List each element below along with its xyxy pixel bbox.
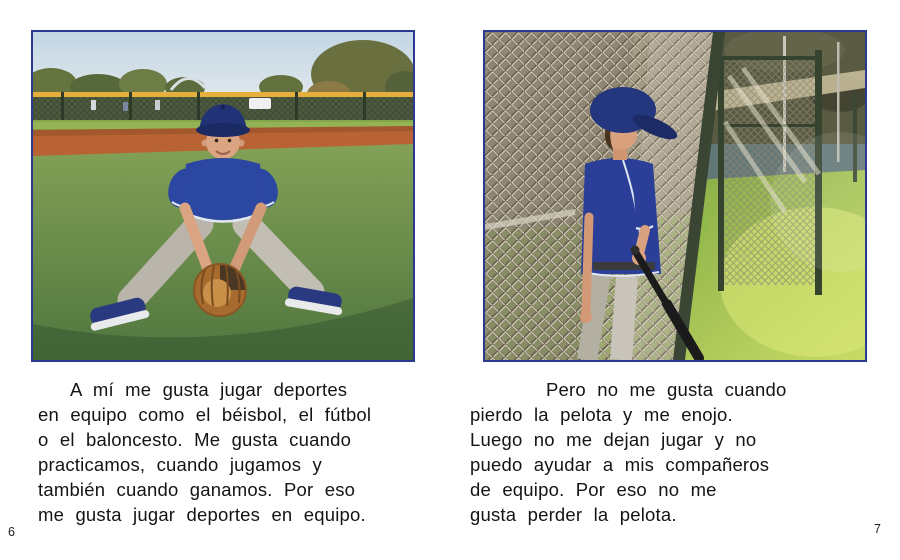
boy-fielding-illustration xyxy=(33,32,413,360)
text-line: puedo ayudar a mis compañeros xyxy=(470,454,770,475)
boy-at-fence-illustration xyxy=(485,32,865,360)
left-page-photo xyxy=(31,30,415,362)
page-number-right: 7 xyxy=(874,522,881,536)
jersey xyxy=(181,158,265,220)
right-page-photo xyxy=(483,30,867,362)
right-page-paragraph xyxy=(470,377,856,527)
text-line: o el baloncesto. Me gusta cuando xyxy=(38,429,352,450)
page-number-left: 6 xyxy=(8,525,15,539)
white-truck xyxy=(249,98,271,109)
left-page-paragraph xyxy=(38,377,418,527)
baseball-glove xyxy=(194,264,246,316)
sleeve xyxy=(641,180,645,224)
text-line: practicamos, cuando jugamos y xyxy=(38,454,322,475)
text-line: Luego no me dejan jugar y no xyxy=(470,429,757,450)
pants-front-leg xyxy=(621,276,627,360)
text-line: también cuando ganamos. Por eso xyxy=(38,479,356,500)
text-line: gusta perder la pelota. xyxy=(470,504,677,525)
forearm xyxy=(639,230,645,254)
text-line: Pero no me gusta cuando xyxy=(546,379,787,400)
text-line: me gusta jugar deportes en equipo. xyxy=(38,504,366,525)
text-line: A mí me gusta jugar deportes xyxy=(70,379,348,400)
text-line: de equipo. Por eso no me xyxy=(470,479,717,500)
back-arm xyxy=(586,217,589,312)
text-line: pierdo la pelota y me enojo. xyxy=(470,404,733,425)
text-line: en equipo como el béisbol, el fútbol xyxy=(38,404,372,425)
